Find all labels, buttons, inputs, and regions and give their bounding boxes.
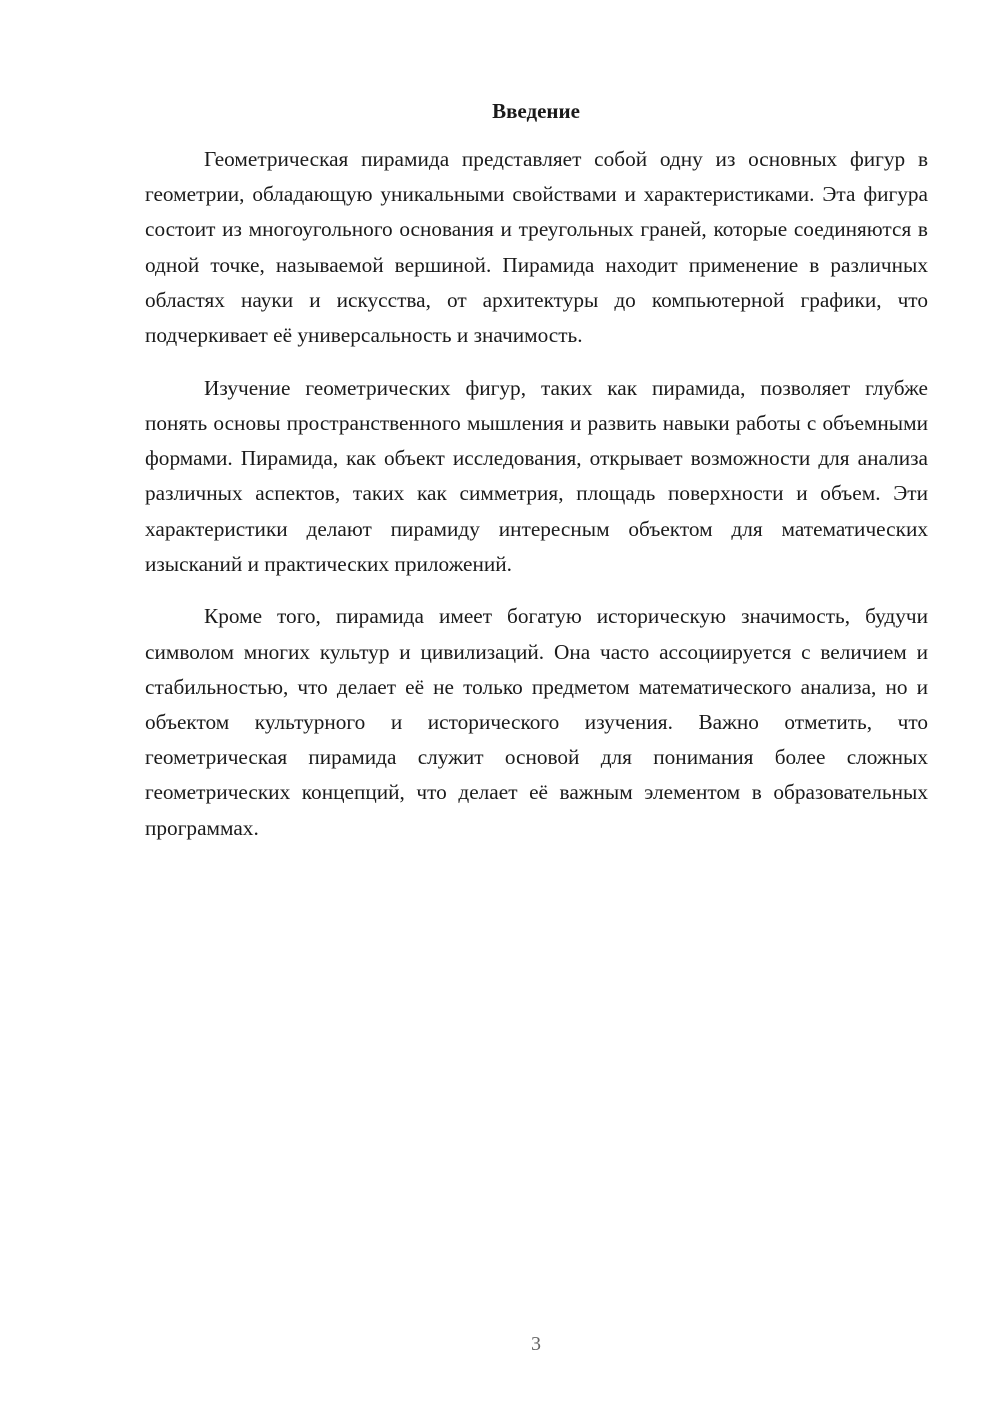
paragraph-3: Кроме того, пирамида имеет богатую историческую значимость, будучи символом многих культур и цивилизаций. Она часто ассоциируется с величием и стабильностью, что делает её не только предметом математического анализа, но и объектом культурного и исторического изучения. Важно отметить, что геометрическая пирамида служит основой для понимания более сложных геометрических концепций, что делает её важным элементом в образовательных программах.: [145, 604, 928, 840]
body-text: [145, 142, 928, 863]
page-number: 3: [531, 1333, 541, 1355]
paragraph-2: Изучение геометрических фигур, таких как пирамида, позволяет глубже понять основы пространственного мышления и развить навыки работы с объемными формами. Пирамида, как объект исследования, открывает возможности для анализа различных аспектов, таких как симметрия, площадь поверхности и объем. Эти характеристики делают пирамиду интересным объектом для математических изысканий и практических приложений.: [145, 375, 928, 576]
paragraph-1: Геометрическая пирамида представляет собой одну из основных фигур в геометрии, обладающую уникальными свойствами и характеристиками. Эта фигура состоит из многоугольного основания и треугольных граней, которые соединяются в одной точке, называемой вершиной. Пирамида находит применение в различных областях науки и искусства, от архитектуры до компьютерной графики, что подчеркивает её универсальность и значимость.: [145, 147, 928, 348]
section-heading: Введение: [492, 99, 580, 123]
